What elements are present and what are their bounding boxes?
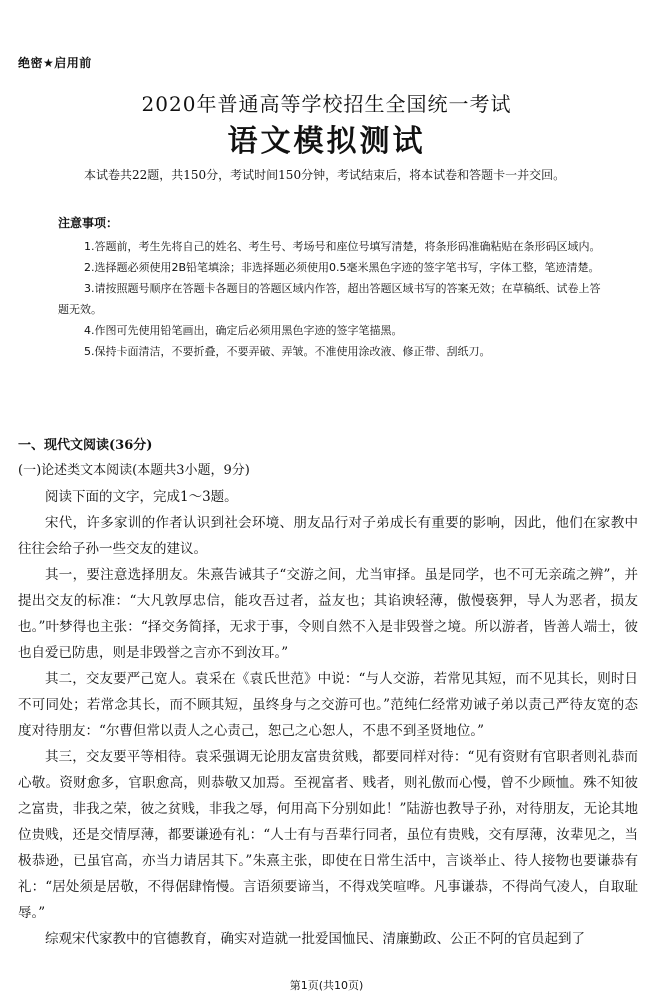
note-item: 4.作图可先使用铅笔画出，确定后必须用黑色字迹的签字笔描黑。 bbox=[84, 324, 403, 337]
page-footer: 第1页(共10页) bbox=[289, 979, 364, 992]
exam-title: 2020年普通高等学校招生全国统一考试 bbox=[141, 92, 512, 116]
confidential-label: 绝密★启用前 bbox=[18, 56, 92, 70]
subsection-heading: (一)论述类文本阅读(本题共3小题，9分) bbox=[18, 463, 250, 478]
passage-paragraph: 其二，交友要严己宽人。袁采在《袁氏世范》中说：“与人交游，若常见其短，而不见其长，则时日不可同处；若常念其长，而不顾其短，虽终身与之交游可也。”范纯仁经常劝诫子弟以责己严待友宽的态度对待朋友：“尔曹但常以责人之心责己，恕己之心恕人，不患不到圣贤地位。” bbox=[18, 671, 638, 739]
note-item: 5.保持卡面清洁，不要折叠，不要弄破、弄皱。不准使用涂改液、修正带、刮纸刀。 bbox=[84, 345, 491, 358]
passage-paragraph: 阅读下面的文字，完成1～3题。 bbox=[45, 489, 238, 505]
passage-paragraph: 综观宋代家教中的官德教育，确实对造就一批爱国恤民、清廉勤政、公正不阿的官员起到了 bbox=[45, 931, 585, 947]
note-item: 3.请按照题号顺序在答题卡各题目的答题区域内作答，超出答题区域书写的答案无效；在草稿纸、试卷上答题无效。 bbox=[58, 282, 601, 316]
section-heading: 一、现代文阅读(36分) bbox=[18, 438, 153, 453]
reading-passage bbox=[18, 484, 638, 952]
exam-subtitle: 语文模拟测试 bbox=[227, 124, 426, 159]
notes-heading: 注意事项： bbox=[58, 216, 119, 230]
note-item: 2.选择题必须使用2B铅笔填涂；非选择题必须使用0.5毫米黑色字迹的签字笔书写，字体工整，笔迹清楚。 bbox=[84, 261, 600, 274]
notes-list bbox=[58, 236, 606, 362]
passage-paragraph: 其三，交友要平等相待。袁采强调无论朋友富贵贫贱，都要同样对待：“见有资财有官职者则礼恭而心敬。资财愈多，官职愈高，则恭敬又加焉。至视富者、贱者，则礼傲而心慢，曾不少顾恤。殊不知彼之富贵，非我之荣，彼之贫贱，非我之辱，何用高下分别如此！”陆游也教导子孙，对待朋友，无论其地位贵贱，还是交情厚薄，都要谦逊有礼：“人士有与吾辈行同者，虽位有贵贱，交有厚薄，汝辈见之，当极恭逊，已虽官高，亦当力请居其下。”朱熹主张，即使在日常生活中，言谈举止、待人接物也要谦恭有礼：“居处须是居敬，不得倨肆惰慢。言语须要谛当，不得戏笑喧哗。凡事谦恭，不得尚气凌人，自取耻辱。” bbox=[18, 749, 638, 921]
passage-paragraph: 宋代，许多家训的作者认识到社会环境、朋友品行对子弟成长有重要的影响，因此，他们在家教中往往会给子孙一些交友的建议。 bbox=[18, 515, 638, 557]
passage-paragraph: 其一，要注意选择朋友。朱熹告诫其子“交游之间，尤当审择。虽是同学，也不可无亲疏之辨”，并提出交友的标准：“大凡敦厚忠信，能攻吾过者，益友也；其谄谀轻薄，傲慢亵狎，导人为恶者，损友也。”叶梦得也主张：“择交务简择，无求于事，令则自然不入是非毁誉之境。所以游者，皆善人端士，彼也自爱已防患，则是非毁誉之言亦不到汝耳。” bbox=[18, 567, 638, 661]
note-item: 1.答题前，考生先将自己的姓名、考生号、考场号和座位号填写清楚，将条形码准确粘贴在条形码区域内。 bbox=[84, 240, 601, 253]
exam-intro: 本试卷共22题，共150分，考试时间150分钟，考试结束后，将本试卷和答题卡一并交回。 bbox=[84, 168, 566, 182]
